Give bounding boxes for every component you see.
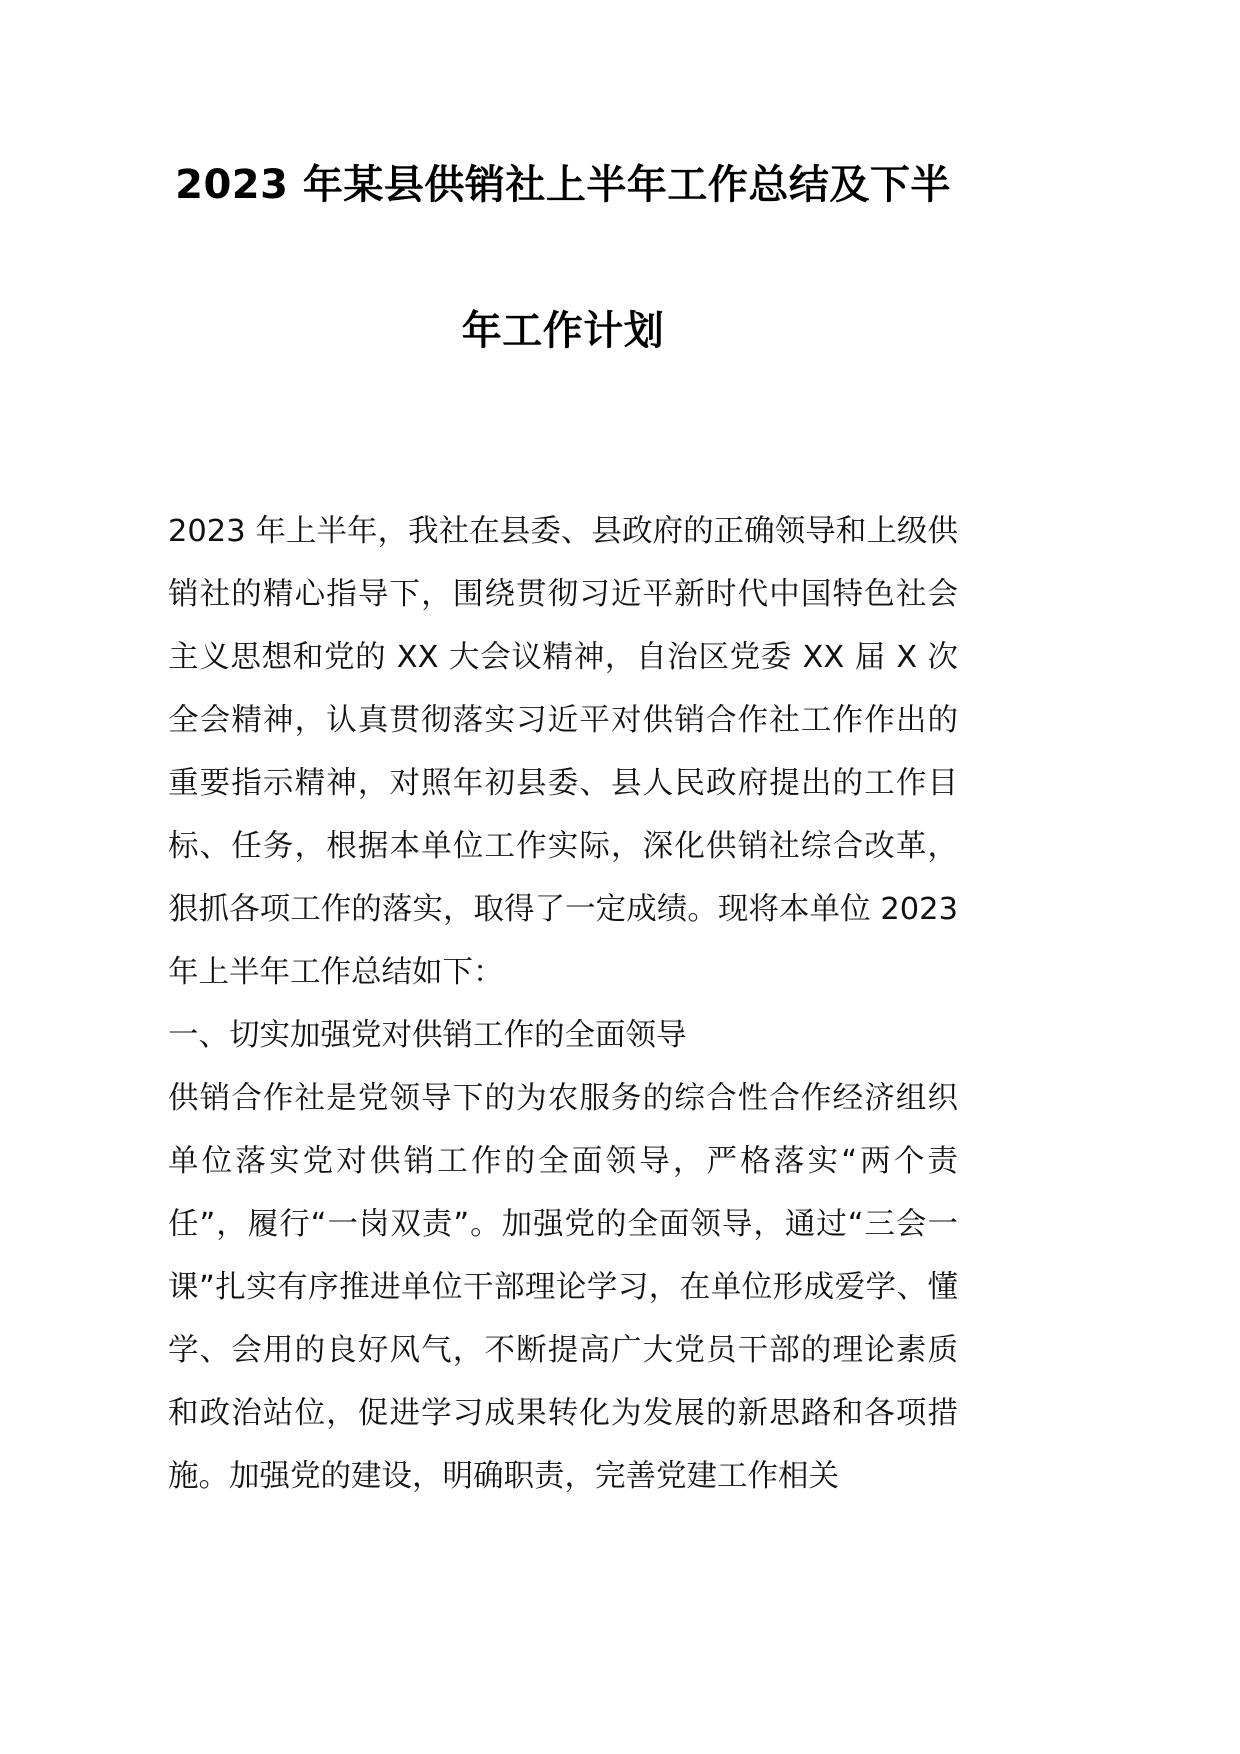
page-title	[168, 0, 958, 404]
document-body	[168, 500, 958, 1508]
paragraph-section-1-body: 供销合作社是党领导下的为农服务的综合性合作经济组织单位落实党对供销工作的全面领导，严格落实“两个责任”，履行“一岗双责”。加强党的全面领导，通过“三会一课”扎实有序推进单位干部理论学习，在单位形成爱学、懂学、会用的良好风气，不断提高广大党员干部的理论素质和政治站位，促进学习成果转化为发展的新思路和各项措施。加强党的建设，明确职责，完善党建工作相关	[168, 1081, 958, 1494]
page-title-line-1: 2023 年某县供销社上半年工作总结及下半	[175, 162, 951, 208]
section-heading-1: 一、切实加强党对供销工作的全面领导	[168, 1018, 687, 1053]
page-content-area	[168, 0, 958, 1508]
page-title-line-2: 年工作计划	[461, 308, 665, 354]
paragraph-intro: 2023 年上半年，我社在县委、县政府的正确领导和上级供销社的精心指导下，围绕贯彻习近平新时代中国特色社会主义思想和党的 XX 大会议精神，自治区党委 XX 届 X 次全会精神，认真贯彻落实习近平对供销合作社工作作出的重要指示精神，对照年初县委、县人民政府提出的工作目标、任务，根据本单位工作实际，深化供销社综合改革，狠抓各项工作的落实，取得了一定成绩。现将本单位 2023 年上半年工作总结如下：	[168, 514, 958, 990]
title-body-spacer	[168, 404, 958, 500]
